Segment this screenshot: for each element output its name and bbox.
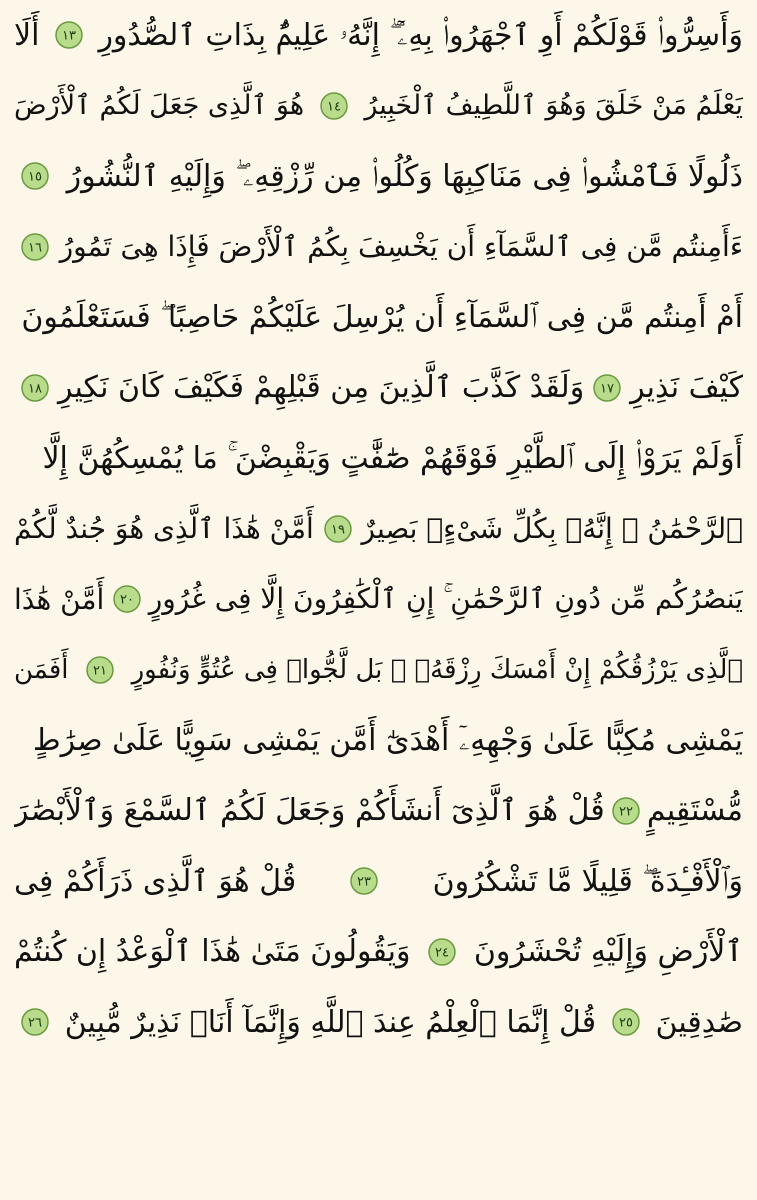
verse-text: صَٰدِقِينَ [655,1004,743,1040]
verse-text: هُوَ ٱلَّذِى جَعَلَ لَكُمُ ٱلْأَرْضَ [14,90,305,122]
verse-text: ءَأَمِنتُم مَّن فِى ٱلسَّمَآءِ أَن يَخْسِفَ بِكُمُ ٱلْأَرْضَ فَإِذَا هِىَ تَمُورُ [59,230,743,264]
ayah-number: ١٣ [61,28,76,44]
verse-text: أَمَّنْ هَٰذَا [14,582,105,616]
ayah-number: ٢٥ [618,1015,633,1031]
ayah-number: ٢٣ [357,874,372,890]
verse-text: وَيَقُولُونَ مَتَىٰ هَٰذَا ٱلْوَعْدُ إِن كُنتُمْ [14,934,411,970]
ayah-marker-icon [592,373,622,403]
ayah-marker-icon [54,20,84,50]
ayah-marker-icon [20,161,50,191]
verse-text: أَفَمَن [14,654,69,685]
ayah-marker [592,373,622,403]
ayah-marker [611,1007,641,1037]
verse-line [14,71,743,142]
ayah-marker-icon [20,232,50,262]
ayah-number: ٢٤ [435,945,450,961]
ayah-marker-icon [319,91,349,121]
verse-text: يَعْلَمُ مَنْ خَلَقَ وَهُوَ ٱللَّطِيفُ ٱلْخَبِيرُ [364,90,743,122]
ayah-marker [319,91,349,121]
verse-line [14,776,743,847]
ayah-marker [349,866,379,896]
ayah-marker [323,514,353,544]
ayah-number: ١٥ [28,169,42,185]
ayah-number: ١٦ [28,240,42,256]
verse-text: أَوَلَمْ يَرَوْا۟ إِلَى ٱلطَّيْرِ فَوْقَهُمْ صَٰٓفَّٰتٍ وَيَقْبِضْنَ ۚ مَا يُمْسِكُهُنَّ إِلَّا [42,440,743,476]
verse-line [14,494,743,565]
verse-line [14,917,743,988]
ayah-number: ١٧ [600,381,615,397]
verse-text: ٱلْأَرْضِ وَإِلَيْهِ تُحْشَرُونَ [473,934,743,970]
verse-text: ذَلُولًا فَٱمْشُوا۟ فِى مَنَاكِبِهَا وَكُلُوا۟ مِن رِّزْقِهِۦ ۖ وَإِلَيْهِ ٱلنُّشُورُ [66,158,743,194]
verse-text: ٱلَّذِى يَرْزُقُكُمْ إِنْ أَمْسَكَ رِزْقَهُۥ ۚ بَل لَّجُّوا۟ فِى عُتُوٍّ وَنُفُورٍ [131,654,743,685]
verse-text: يَنصُرُكُم مِّن دُونِ ٱلرَّحْمَٰنِ ۚ إِنِ ٱلْكَٰفِرُونَ إِلَّا فِى غُرُورٍ [148,582,743,616]
verse-text: قُلْ هُوَ ٱلَّذِىٓ أَنشَأَكُمْ وَجَعَلَ لَكُمُ ٱلسَّمْعَ وَٱلْأَبْصَٰرَ [14,793,605,829]
ayah-marker [54,20,84,50]
ayah-marker [112,584,142,614]
verse-text: أَمَّنْ هَٰذَا ٱلَّذِى هُوَ جُندٌ لَّكُمْ [14,512,314,546]
verse-text: وَٱلْأَفْـِٔدَةَ ۖ قَلِيلًا مَّا تَشْكُرُونَ [432,863,743,899]
ayah-number: ١٤ [327,99,342,115]
verse-text: مُّسْتَقِيمٍ [646,793,743,829]
ayah-marker-icon [611,796,641,826]
ayah-marker-icon [611,1007,641,1037]
ayah-marker [20,373,50,403]
ayah-marker [85,655,115,685]
verse-line [14,987,743,1058]
ayah-marker-icon [323,514,353,544]
ayah-number: ٢٢ [618,804,633,820]
verse-line [14,353,743,424]
verse-text: أَمْ أَمِنتُم مَّن فِى ٱلسَّمَآءِ أَن يُرْسِلَ عَلَيْكُمْ حَاصِبًا ۖ فَسَتَعْلَمُونَ [21,299,743,335]
ayah-marker-icon [20,1007,50,1037]
verse-line [14,212,743,283]
ayah-marker [20,1007,50,1037]
ayah-number: ٢١ [93,663,108,679]
verse-line [14,423,743,494]
ayah-marker-icon [427,937,457,967]
verse-line [14,564,743,635]
verse-text: أَلَا [14,17,40,53]
verse-line [14,0,743,71]
ayah-marker [611,796,641,826]
verse-line [14,282,743,353]
verse-text: يَمْشِى مُكِبًّا عَلَىٰ وَجْهِهِۦٓ أَهْدَىٰٓ أَمَّن يَمْشِى سَوِيًّا عَلَىٰ صِرَٰطٍ [32,722,743,758]
verse-text: قُلْ هُوَ ٱلَّذِى ذَرَأَكُمْ فِى [14,863,297,899]
ayah-marker-icon [349,866,379,896]
verse-text: وَأَسِرُّوا۟ قَوْلَكُمْ أَوِ ٱجْهَرُوا۟ بِهِۦٓ ۖ إِنَّهُۥ عَلِيمٌۢ بِذَاتِ ٱلصُّدُورِ [98,17,743,53]
ayah-number: ١٨ [28,381,42,397]
ayah-marker-icon [85,655,115,685]
ayah-number: ٢٦ [28,1015,42,1031]
ayah-number: ١٩ [330,522,345,538]
verse-line [14,635,743,706]
ayah-marker [20,232,50,262]
verse-line [14,705,743,776]
verse-text: ٱلرَّحْمَٰنُ ۚ إِنَّهُۥ بِكُلِّ شَىْءٍۭ بَصِيرٌ [361,512,743,546]
ayah-marker-icon [20,373,50,403]
verse-line [14,846,743,917]
ayah-marker [427,937,457,967]
verse-text: قُلْ إِنَّمَا ٱلْعِلْمُ عِندَ ٱللَّهِ وَإِنَّمَآ أَنَا۠ نَذِيرٌ مُّبِينٌ [64,1004,597,1040]
ayah-marker-icon [112,584,142,614]
verse-line [14,141,743,212]
verse-text: وَلَقَدْ كَذَّبَ ٱلَّذِينَ مِن قَبْلِهِمْ فَكَيْفَ كَانَ نَكِيرِ [57,370,585,406]
ayah-marker [20,161,50,191]
ayah-number: ٢٠ [119,592,134,608]
verse-text: كَيْفَ نَذِيرِ [630,370,743,406]
